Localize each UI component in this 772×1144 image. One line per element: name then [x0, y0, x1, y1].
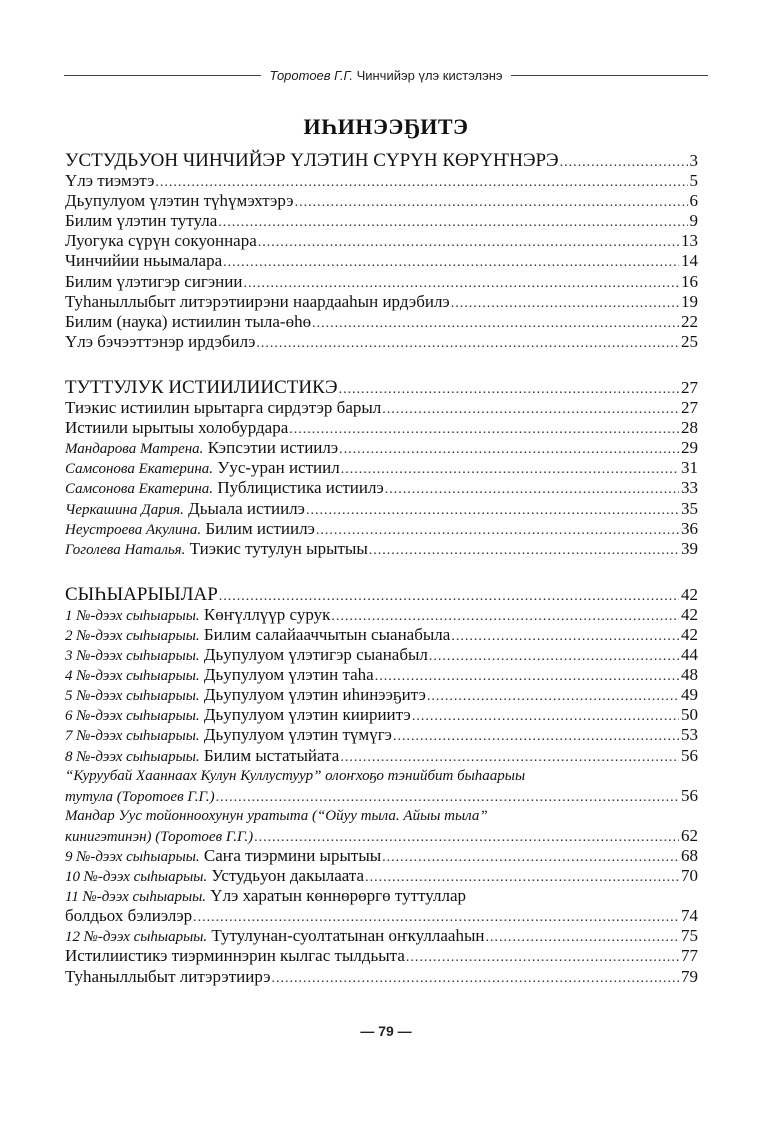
leader-dots — [331, 607, 679, 627]
entry-title: Туһаныллыбыт литэрэтиирэни наардааһын ирдэбилэ — [65, 291, 450, 311]
toc-entry-line2[interactable] — [65, 906, 698, 926]
page-ref: 49 — [681, 685, 698, 705]
section-spacer — [65, 559, 698, 585]
entry-label — [65, 458, 340, 479]
entry-label — [65, 478, 384, 499]
toc-entry-line2[interactable] — [65, 786, 698, 806]
entry-title: Туһаныллыбыт литэрэтиирэ — [65, 966, 271, 986]
appendix-number: 9 №-дээх сыһыарыы. — [65, 849, 200, 865]
page-ref: 9 — [689, 211, 698, 231]
leader-dots — [375, 667, 679, 687]
leader-dots — [155, 173, 687, 193]
page-ref: 22 — [681, 311, 698, 331]
toc-entry[interactable] — [65, 211, 698, 231]
leader-dots — [289, 420, 679, 440]
leader-dots — [485, 928, 679, 948]
entry-label — [65, 926, 484, 947]
toc-entry[interactable] — [65, 725, 698, 745]
leader-dots — [243, 274, 679, 294]
leader-dots — [295, 193, 688, 213]
entry-title: Үлэ тиэмэтэ — [65, 171, 155, 191]
page-ref: 5 — [689, 171, 698, 191]
leader-dots — [560, 153, 688, 173]
entry-title: Дьыала истиилэ — [188, 498, 305, 518]
entry-title: Дьупулуом үлэтин таһа — [203, 665, 374, 685]
header-author: Торотоев Г.Г. — [269, 68, 353, 83]
toc-entry[interactable] — [65, 665, 698, 685]
toc-section-heading[interactable] — [65, 585, 698, 605]
entry-label — [65, 665, 374, 686]
page-ref: 36 — [681, 518, 698, 538]
leader-dots — [272, 969, 679, 989]
entry-author: Самсонова Екатерина. — [65, 461, 214, 478]
appendix-number: 1 №-дээх сыһыарыы. — [65, 607, 200, 624]
page-ref: 14 — [681, 251, 698, 271]
page-ref: 62 — [681, 825, 698, 845]
entry-title: Дьупулуом үлэтин түһүмэхтэрэ — [65, 191, 294, 211]
entry-title: Дьупулуом үлэтин киириитэ — [203, 705, 411, 725]
entry-title: Үлэ бэчээттэнэр ирдэбилэ — [65, 331, 256, 351]
entry-label — [65, 438, 338, 459]
toc-section-heading[interactable] — [65, 378, 698, 398]
page-ref: 29 — [681, 438, 698, 458]
toc-entry[interactable] — [65, 846, 698, 866]
toc-entry[interactable] — [65, 398, 698, 418]
entry-title: Уус-уран истиил — [217, 458, 340, 478]
leader-dots — [427, 687, 679, 707]
page-ref: 68 — [681, 846, 698, 865]
toc-entry[interactable] — [65, 332, 698, 352]
toc-entry[interactable] — [65, 605, 698, 625]
page-ref: 27 — [681, 398, 698, 418]
section-spacer — [65, 352, 698, 378]
entry-title: Кэпсэтии истиилэ — [207, 438, 339, 458]
page-ref: 19 — [681, 291, 698, 311]
entry-title: Тиэкис истиилин ырытарга сирдэтэр барыл — [65, 398, 382, 418]
appendix-number: 8 №-дээх сыһыарыы. — [65, 748, 200, 765]
toc-entry[interactable] — [65, 625, 698, 645]
entry-author: Черкашина Дария. — [65, 501, 184, 518]
entry-author: Мандарова Матрена. — [65, 441, 204, 458]
entry-label — [65, 866, 364, 887]
toc-entry[interactable] — [65, 458, 698, 478]
page-ref: 25 — [681, 331, 698, 351]
leader-dots — [218, 213, 687, 233]
page-ref: 74 — [681, 906, 698, 926]
running-header-text — [261, 68, 510, 83]
appendix-number: 7 №-дээх сыһыарыы. — [65, 728, 200, 745]
entry-title: Истиили ырытыы холобурдара — [65, 418, 289, 438]
leader-dots — [429, 647, 679, 667]
leader-dots — [223, 253, 679, 273]
entry-title: Саҥа тиэрмини ырытыы — [203, 846, 382, 865]
entry-title-line2: болдьох бэлиэлэр — [65, 906, 193, 926]
leader-dots — [451, 294, 679, 314]
leader-dots — [216, 788, 679, 808]
page-ref: 56 — [681, 785, 698, 805]
page-ref: 39 — [681, 538, 698, 558]
entry-label — [65, 705, 411, 726]
entry-title: Тутулунан-суолтатынан оҥкуллааһын — [211, 926, 485, 946]
entry-label — [65, 605, 330, 626]
appendix-number: 10 №-дээх сыһыарыы. — [65, 869, 208, 886]
entry-label — [65, 685, 426, 706]
toc-entry[interactable] — [65, 418, 698, 438]
toc-entry[interactable] — [65, 746, 698, 766]
leader-dots — [306, 501, 679, 521]
toc-entry-line1[interactable] — [65, 886, 698, 906]
leader-dots — [256, 334, 679, 354]
toc-entry[interactable] — [65, 171, 698, 191]
page-ref: 53 — [681, 725, 698, 745]
entry-title: Билим ыстатыйата — [203, 745, 340, 765]
toc-entry[interactable] — [65, 251, 698, 271]
entry-title: Көҥүллүүр сурук — [203, 604, 331, 624]
entry-author: Гоголева Наталья. — [65, 541, 186, 558]
leader-dots — [382, 400, 679, 420]
leader-dots — [365, 868, 679, 888]
leader-dots — [406, 948, 679, 968]
section-title: ТУТТУЛУК ИСТИИЛИИСТИКЭ — [65, 376, 338, 398]
entry-title-line2: тутула (Торотоев Г.Г.) — [65, 788, 215, 805]
entry-label — [65, 499, 305, 520]
entry-title: Чинчийии ньымалара — [65, 251, 223, 271]
page-ref: 77 — [681, 946, 698, 966]
leader-dots — [258, 233, 679, 253]
page-ref: 79 — [681, 966, 698, 986]
page-ref: 56 — [681, 745, 698, 765]
entry-label — [65, 539, 368, 560]
entry-title-line2: кинигэтинэн) (Торотоев Г.Г.) — [65, 828, 254, 845]
page-ref: 33 — [681, 478, 698, 498]
page-ref: 75 — [681, 926, 698, 946]
entry-title: Билим салайааччытын сыанабыла — [203, 624, 451, 644]
toc-entry[interactable] — [65, 499, 698, 519]
page-ref: 48 — [681, 665, 698, 685]
page-ref: 27 — [681, 377, 698, 397]
entry-author: Неустроева Акулина. — [65, 521, 202, 538]
toc-entry[interactable] — [65, 191, 698, 211]
appendix-number: 5 №-дээх сыһыарыы. — [65, 688, 200, 705]
toc-entry[interactable] — [65, 685, 698, 705]
entry-label — [65, 886, 466, 907]
page-ref: 31 — [681, 458, 698, 478]
appendix-number: 3 №-дээх сыһыарыы. — [65, 648, 200, 665]
entry-title-line1: Үлэ харатын көннөрөргө туттуллар — [210, 886, 467, 906]
toc-entry[interactable] — [65, 645, 698, 665]
toc-entry[interactable] — [65, 438, 698, 458]
leader-dots — [341, 460, 679, 480]
entry-label — [65, 846, 381, 867]
toc-section-heading[interactable] — [65, 151, 698, 171]
entry-title: Луогука сүрүн сокуоннара — [65, 231, 257, 251]
running-header — [64, 68, 708, 83]
toc-entry[interactable] — [65, 926, 698, 946]
entry-label — [65, 725, 392, 746]
entry-label — [65, 645, 428, 666]
toc-entry-line2[interactable] — [65, 826, 698, 846]
appendix-number: 6 №-дээх сыһыарыы. — [65, 708, 200, 725]
leader-dots — [316, 521, 679, 541]
page-ref: 70 — [681, 866, 698, 886]
leader-dots — [219, 587, 679, 607]
appendix-number: 4 №-дээх сыһыарыы. — [65, 668, 200, 685]
toc-entry[interactable] — [65, 539, 698, 559]
entry-title: Тиэкис тутулун ырытыы — [189, 538, 368, 558]
toc-entry[interactable] — [65, 866, 698, 886]
header-rule-right — [511, 75, 708, 76]
entry-label — [65, 746, 339, 767]
header-rule-left — [64, 75, 261, 76]
leader-dots — [393, 727, 679, 747]
toc-entry[interactable] — [65, 705, 698, 725]
page-ref: 28 — [681, 418, 698, 438]
entry-title: Билим үлэтин тутула — [65, 211, 218, 231]
page-ref: 44 — [681, 645, 698, 665]
page-ref: 13 — [681, 231, 698, 251]
section-title: УСТУДЬУОН ЧИНЧИЙЭР ҮЛЭТИН СҮРҮН КӨРҮҤНЭРЭ — [65, 150, 559, 171]
appendix-number: 12 №-дээх сыһыарыы. — [65, 929, 208, 946]
entry-title: Дьупулуом үлэтигэр сыанабыл — [203, 645, 428, 665]
page-ref: 42 — [681, 584, 698, 604]
entry-title: Билим (наука) истиилин тыла-өһө — [65, 311, 312, 331]
entry-label — [65, 519, 315, 540]
entry-title: Публицистика истиилэ — [217, 478, 384, 498]
entry-title: Билим үлэтигэр сигэнии — [65, 271, 243, 291]
appendix-number: 11 №-дээх сыһыарыы. — [65, 889, 207, 906]
entry-title: Дьупулуом үлэтин иһинээҕитэ — [203, 685, 426, 705]
toc-entry[interactable] — [65, 967, 698, 987]
toc-entry[interactable] — [65, 519, 698, 539]
toc-entry-line1[interactable] — [65, 806, 698, 826]
leader-dots — [339, 440, 679, 460]
leader-dots — [312, 314, 679, 334]
entry-author: Самсонова Екатерина. — [65, 481, 214, 498]
page-ref: 42 — [681, 604, 698, 624]
leader-dots — [339, 380, 679, 400]
page-number: — 79 — — [360, 1023, 412, 1039]
section-title: СЫҺЫАРЫЫЛАР — [65, 583, 218, 605]
toc-entry[interactable] — [65, 231, 698, 251]
entry-title-line1: Мандар Уус тойонноохунун уратыта (“Ойуу тыла. Айыы тыла” — [65, 807, 488, 824]
leader-dots — [382, 848, 679, 868]
page-ref: 35 — [681, 498, 698, 518]
appendix-number: 2 №-дээх сыһыарыы. — [65, 627, 200, 644]
entry-title: Устудьуон дакылаата — [211, 866, 365, 886]
entry-title: Истилиистикэ тиэрминнэрин кылгас тылдьыта — [65, 946, 405, 966]
toc-entry-line1[interactable] — [65, 766, 698, 786]
table-of-contents — [65, 151, 698, 987]
toc-entry[interactable] — [65, 312, 698, 332]
toc-entry[interactable] — [65, 946, 698, 966]
page-ref: 16 — [681, 271, 698, 291]
toc-entry[interactable] — [65, 272, 698, 292]
leader-dots — [254, 828, 679, 848]
entry-title: Дьупулуом үлэтин түмүгэ — [203, 725, 392, 745]
leader-dots — [340, 748, 679, 768]
page-ref: 3 — [689, 151, 698, 170]
page-title: ИҺИНЭЭҔИТЭ — [303, 114, 469, 139]
leader-dots — [193, 908, 679, 928]
page-ref: 50 — [681, 705, 698, 725]
leader-dots — [385, 480, 679, 500]
toc-entry[interactable] — [65, 292, 698, 312]
toc-entry[interactable] — [65, 478, 698, 498]
entry-label — [65, 625, 450, 646]
leader-dots — [369, 541, 679, 561]
entry-title-line1: “Куруубай Хааннаах Кулун Куллустуур” олоҥхоҕо тэнийбит быһаарыы — [65, 767, 526, 784]
entry-title: Билим истиилэ — [205, 518, 315, 538]
leader-dots — [451, 627, 679, 647]
page-ref: 6 — [689, 191, 698, 211]
leader-dots — [412, 707, 679, 727]
page-ref: 42 — [681, 624, 698, 644]
header-book-title: Чинчийэр үлэ кистэлэнэ — [356, 68, 503, 83]
